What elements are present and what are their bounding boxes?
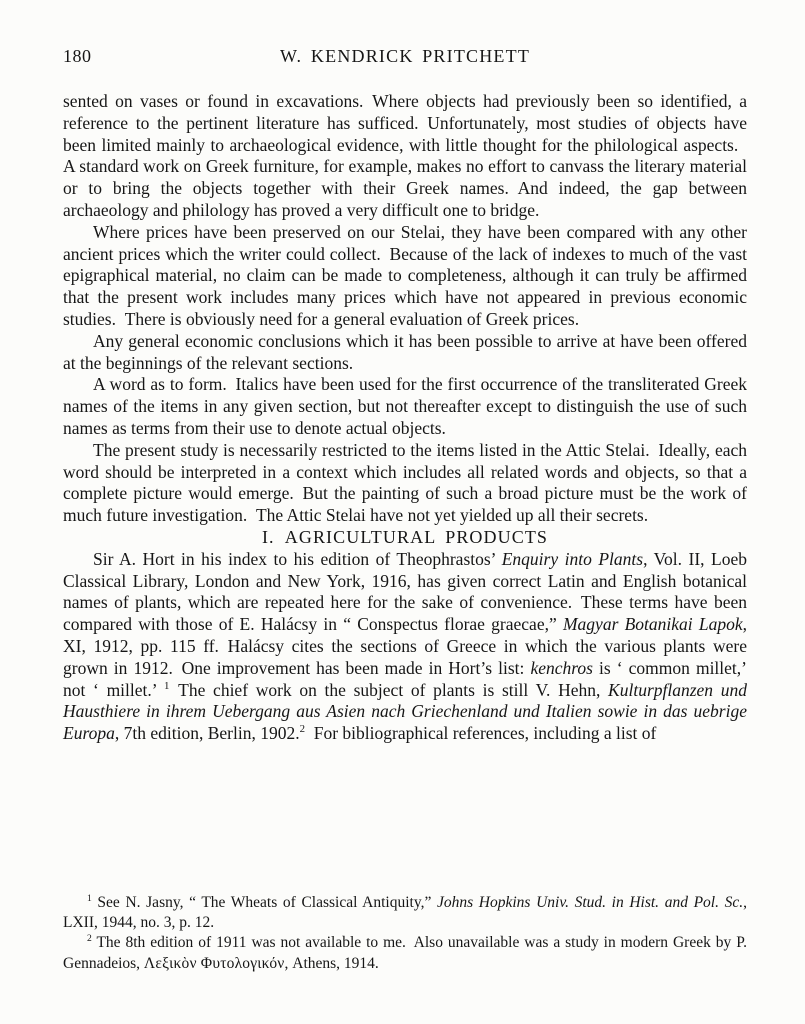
footnote-reference: 2	[87, 933, 92, 945]
page-body	[63, 91, 747, 745]
footnote-reference: 2	[299, 723, 305, 736]
italic-text: Johns Hopkins Univ. Stud. in Hist. and Pol. Sc.	[437, 894, 744, 911]
text-segment: is ‘ common millet,’ not ‘ millet.’	[63, 657, 747, 700]
footnote-reference: 1	[87, 892, 92, 904]
text-segment: For bibliographical references, including a list of	[305, 723, 657, 744]
text-segment: , Athens, 1914.	[284, 954, 379, 972]
greek-text: Λεξικὸν Φυτολογικόν	[143, 954, 285, 972]
text-segment: A word as to form. Italics have been used for the first occurrence of the transliterated Greek names of the items in any given section, but not thereafter except to distinguish the use of such names as terms from their use to denote actual objects.	[63, 374, 747, 438]
italic-text: Kulturpflanzen und Hausthiere in ihrem Uebergang aus Asien nach Griechenland und Italien sowie in das uebrige Europa	[63, 679, 747, 744]
text-segment: The chief work on the subject of plants is still V. Hehn,	[169, 679, 609, 700]
paragraph	[63, 331, 747, 375]
text-segment: Sir A. Hort in his index to his edition of Theophrastos’	[93, 548, 502, 569]
running-header	[63, 46, 747, 67]
text-segment: Any general economic conclusions which it has been possible to arrive at have been offered at the beginnings of the relevant sections.	[63, 330, 747, 373]
italic-text: Enquiry into Plants	[501, 548, 644, 569]
running-title: W. KENDRICK PRITCHETT	[279, 46, 531, 66]
text-segment: See N. Jasny, “ The Wheats of Classical Antiquity,”	[91, 894, 437, 911]
text-segment: , XI, 1912, pp. 115 ff. Halácsy cites the sections of Greece in which the various plants were grown in 1912. One improvement has been made in Hort’s list:	[63, 614, 747, 678]
text-segment: The present study is necessarily restricted to the items listed in the Attic Stelai. Ideally, each word should be interpreted in a context which includes all related words and objects, so that a complete picture would emerge. But the painting of such a broad picture must be the work of much future investigation. The Attic Stelai have not yet yielded up all their secrets.	[63, 439, 747, 526]
text-segment: , LXII, 1944, no. 3, p. 12.	[63, 894, 747, 932]
footnotes	[63, 893, 747, 974]
italic-text: kenchros	[530, 657, 593, 678]
paragraph	[63, 933, 747, 973]
text-segment: sented on vases or found in excavations. Where objects had previously been so identified, a reference to the pertinent literature has sufficed. Unfortunately, most studies of objects have been limited mainly to archaeological evidence, with little thought for the philological aspects. A standard work on Greek furniture, for example, makes no effort to canvass the literary material or to bring the objects together with their Greek names. And indeed, the gap between archaeology and philology has proved a very difficult one to bridge.	[63, 91, 747, 220]
footnote-reference: 1	[163, 679, 170, 692]
intro-paragraphs	[63, 91, 747, 527]
paragraph	[63, 222, 747, 331]
text-segment: , Vol. II, Loeb Classical Library, London and New York, 1916, has given correct Latin and English botanical names of plants, which are repeated here for the sake of convenience. These terms have been compared with those of E. Halácsy in “ Conspectus florae graecae,”	[63, 548, 747, 635]
paragraph	[63, 374, 747, 439]
paragraph	[63, 91, 747, 222]
text-segment: The 8th edition of 1911 was not available to me. Also unavailable was a study in modern Greek by P. Gennadeios,	[63, 934, 747, 972]
page-number: 180	[63, 46, 92, 66]
section-paragraphs	[63, 549, 747, 745]
italic-text: Magyar Botanikai Lapok	[562, 614, 743, 635]
section-heading: I. AGRICULTURAL PRODUCTS	[261, 526, 549, 547]
text-segment: , 7th edition, Berlin, 1902.	[114, 723, 300, 744]
paragraph	[63, 440, 747, 527]
text-segment: Where prices have been preserved on our Stelai, they have been compared with any other ancient prices which the writer could collect. Because of the lack of indexes to much of the vast epigraphical material, no claim can be made to completeness, although it can truly be affirmed that the present work includes many prices which have not appeared in previous economic studies. There is obviously need for a general evaluation of Greek prices.	[63, 221, 747, 329]
paragraph	[63, 893, 747, 933]
paragraph	[63, 549, 747, 745]
